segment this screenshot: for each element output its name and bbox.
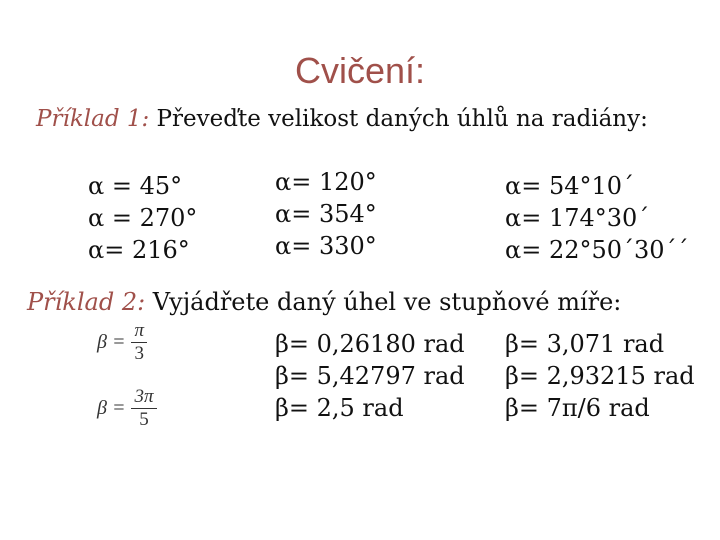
radian-item: β= 5,42797 rad <box>275 362 465 390</box>
radian-item: β= 3,071 rad <box>505 330 665 358</box>
radian-item: β= 7π/6 rad <box>505 394 650 422</box>
angle-item: α= 216° <box>88 236 190 264</box>
fraction <box>131 386 156 431</box>
angle-item: α= 354° <box>275 200 377 228</box>
radian-item: β= 2,93215 rad <box>505 362 695 390</box>
fraction-denominator: 5 <box>139 409 149 430</box>
example-1-label: Příklad 1: <box>36 106 150 132</box>
fraction-numerator: 3π <box>131 386 156 409</box>
radian-item: β= 2,5 rad <box>275 394 404 422</box>
angle-item: α= 120° <box>275 168 377 196</box>
example-1-column-3 <box>505 170 689 266</box>
example-2-label: Příklad 2: <box>27 288 146 316</box>
fraction <box>131 320 147 365</box>
example-2-text: Vyjádřete daný úhel ve stupňové míře: <box>145 288 622 316</box>
example-1-column-2 <box>275 166 377 262</box>
fraction-denominator: 3 <box>134 343 144 364</box>
fraction-lhs: β = <box>97 397 126 419</box>
fraction-expression-2 <box>97 386 157 431</box>
angle-item: α= 54°10´ <box>505 172 635 200</box>
example-1-column-1 <box>88 170 197 266</box>
radian-item: β= 0,26180 rad <box>275 330 465 358</box>
angle-item: α= 22°50´30´´ <box>505 236 689 264</box>
example-2-heading <box>27 288 621 316</box>
angle-item: α = 270° <box>88 204 198 232</box>
angle-item: α= 174°30´ <box>505 204 650 232</box>
slide-title: Cvičení: <box>294 50 426 91</box>
fraction-numerator: π <box>131 320 147 343</box>
example-1-text: Převeďte velikost daných úhlů na radiány: <box>149 106 648 132</box>
example-2-column-2 <box>505 328 695 424</box>
example-1-heading <box>36 106 648 132</box>
angle-item: α= 330° <box>275 232 377 260</box>
example-2-column-1 <box>275 328 465 424</box>
fraction-expression-1 <box>97 320 147 365</box>
angle-item: α = 45° <box>88 172 183 200</box>
fraction-lhs: β = <box>97 331 126 353</box>
